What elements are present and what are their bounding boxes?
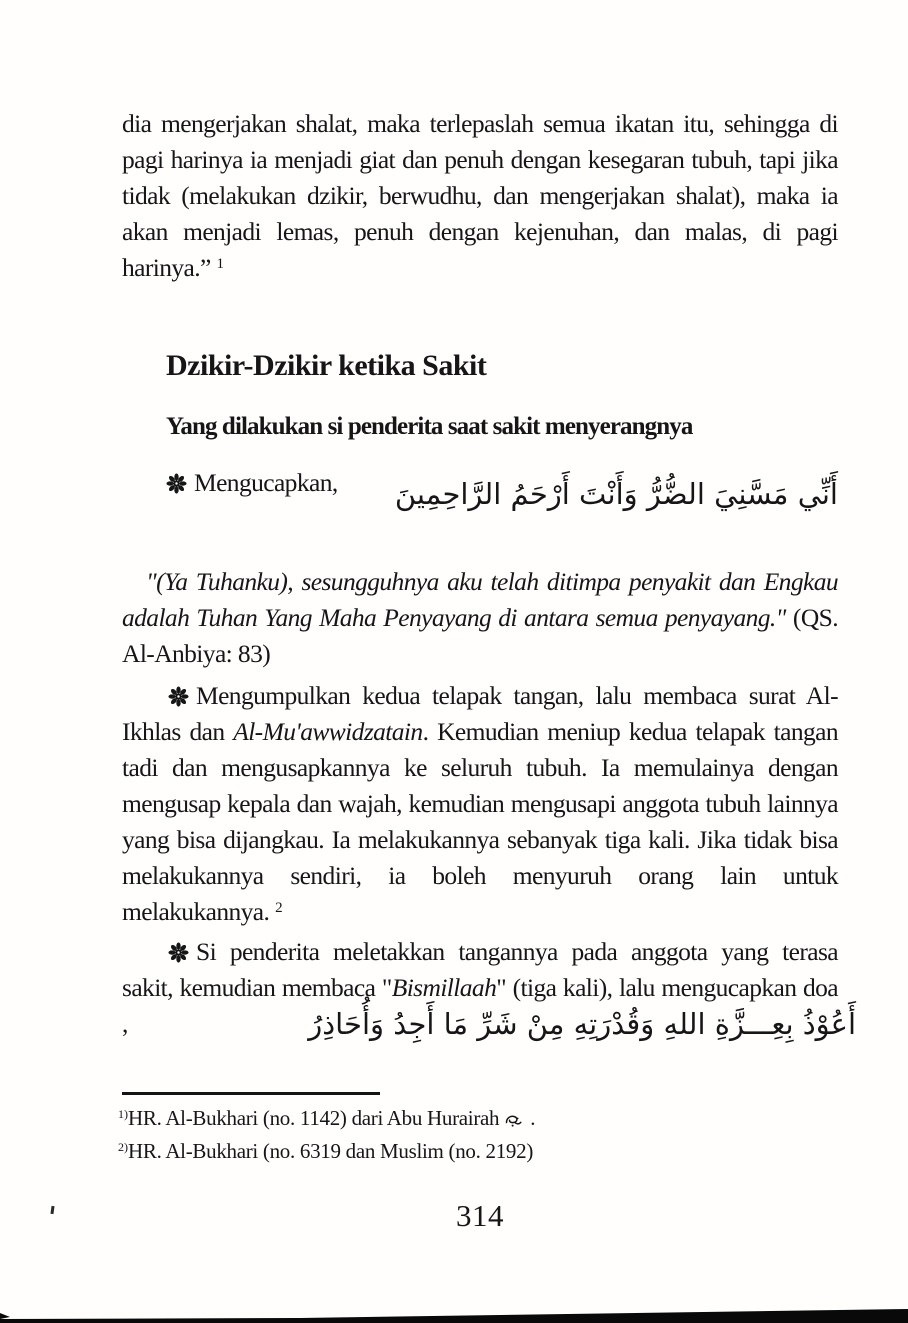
footnotes-block [118, 1102, 868, 1168]
paragraph-text: Mengumpulkan kedua telapak tangan, lalu membaca surat Al-Ikhlas dan [122, 680, 838, 746]
footnote-marker: 2) [118, 1140, 128, 1154]
paragraph-text: " (tiga kali), lalu mengucapkan doa , [122, 972, 838, 1038]
footnote-ref-1: 1 [216, 255, 225, 272]
scan-edge-shadow [0, 1290, 908, 1323]
bullet-paragraph-telapak-tangan [122, 678, 838, 930]
body-paragraph-continuation [122, 106, 838, 286]
paragraph-text: Si penderita meletakkan tangannya pada anggota yang terasa sakit, kemudian membaca " [122, 936, 838, 1002]
flower-ornament-icon [168, 942, 189, 963]
bullet-label: Mengucapkan, [194, 467, 338, 497]
arabic-dua-1: أَنِّي مَسَّنِيَ الضُّرُّ وَأَنْتَ أَرْحَمُ الرَّاحِمِينَ [394, 477, 838, 511]
radhiallahu-anhu-icon [504, 1113, 523, 1128]
quran-source-reference: (QS. Al-Anbiya: 83) [122, 602, 838, 668]
footnote-marker: 1) [118, 1107, 128, 1121]
footnote-text: HR. Al-Bukhari (no. 1142) dari Abu Hurairah [128, 1106, 500, 1130]
arabic-dua-2: أَعُوْذُ بِعِـــزَّةِ اللهِ وَقُدْرَتِهِ مِنْ شَرِّ مَا أَجِدُ وَأُحَاذِرُ [308, 1007, 856, 1041]
paragraph-text: dia mengerjakan shalat, maka terlepaslah semua ikatan itu, sehingga di pagi harinya ia menjadi giat dan penuh dengan kesegaran tubuh, tapi jika tidak (melakukan dzikir, berwudhu, dan mengerjakan shalat), maka ia akan menjadi lemas, penuh dengan kejenuhan, dan malas, di pagi harinya.” [122, 108, 838, 282]
page-number: 314 [456, 1198, 504, 1233]
quran-translation-paragraph [122, 564, 838, 672]
translation-text: "(Ya Tuhanku), sesungguhnya aku telah ditimpa penyakit dan Engkau adalah Tuhan Yang Maha Penyayang di antara semua penyayang." [122, 566, 838, 632]
flower-ornament-icon [168, 686, 189, 707]
footnote-ref-2: 2 [275, 899, 283, 916]
footnote-separator-rule [122, 1092, 380, 1095]
footnote-text-suffix: . [525, 1106, 536, 1130]
italic-term: Bismillaah [391, 972, 497, 1002]
footnote-text: HR. Al-Bukhari (no. 6319 dan Muslim (no. 2192) [128, 1139, 534, 1163]
section-heading: Dzikir-Dzikir ketika Sakit [166, 348, 487, 382]
italic-term: Al-Mu'awwidzatain [233, 716, 423, 746]
footnote-1 [118, 1102, 868, 1135]
section-subheading: Yang dilakukan si penderita saat sakit menyerangnya [166, 413, 693, 440]
footnote-2 [118, 1135, 868, 1168]
paragraph-text: . Kemudian meniup kedua telapak tangan tadi dan mengusapkannya ke seluruh tubuh. Ia memulainya dengan mengusap kepala dan wajah, kemudian mengusapi anggota tubuh lainnya yang bisa dijangkau. Ia melakukannya sebanyak tiga kali. Jika tidak bisa melakukannya sendiri, ia boleh menyuruh orang lain untuk melakukannya. [122, 716, 839, 926]
